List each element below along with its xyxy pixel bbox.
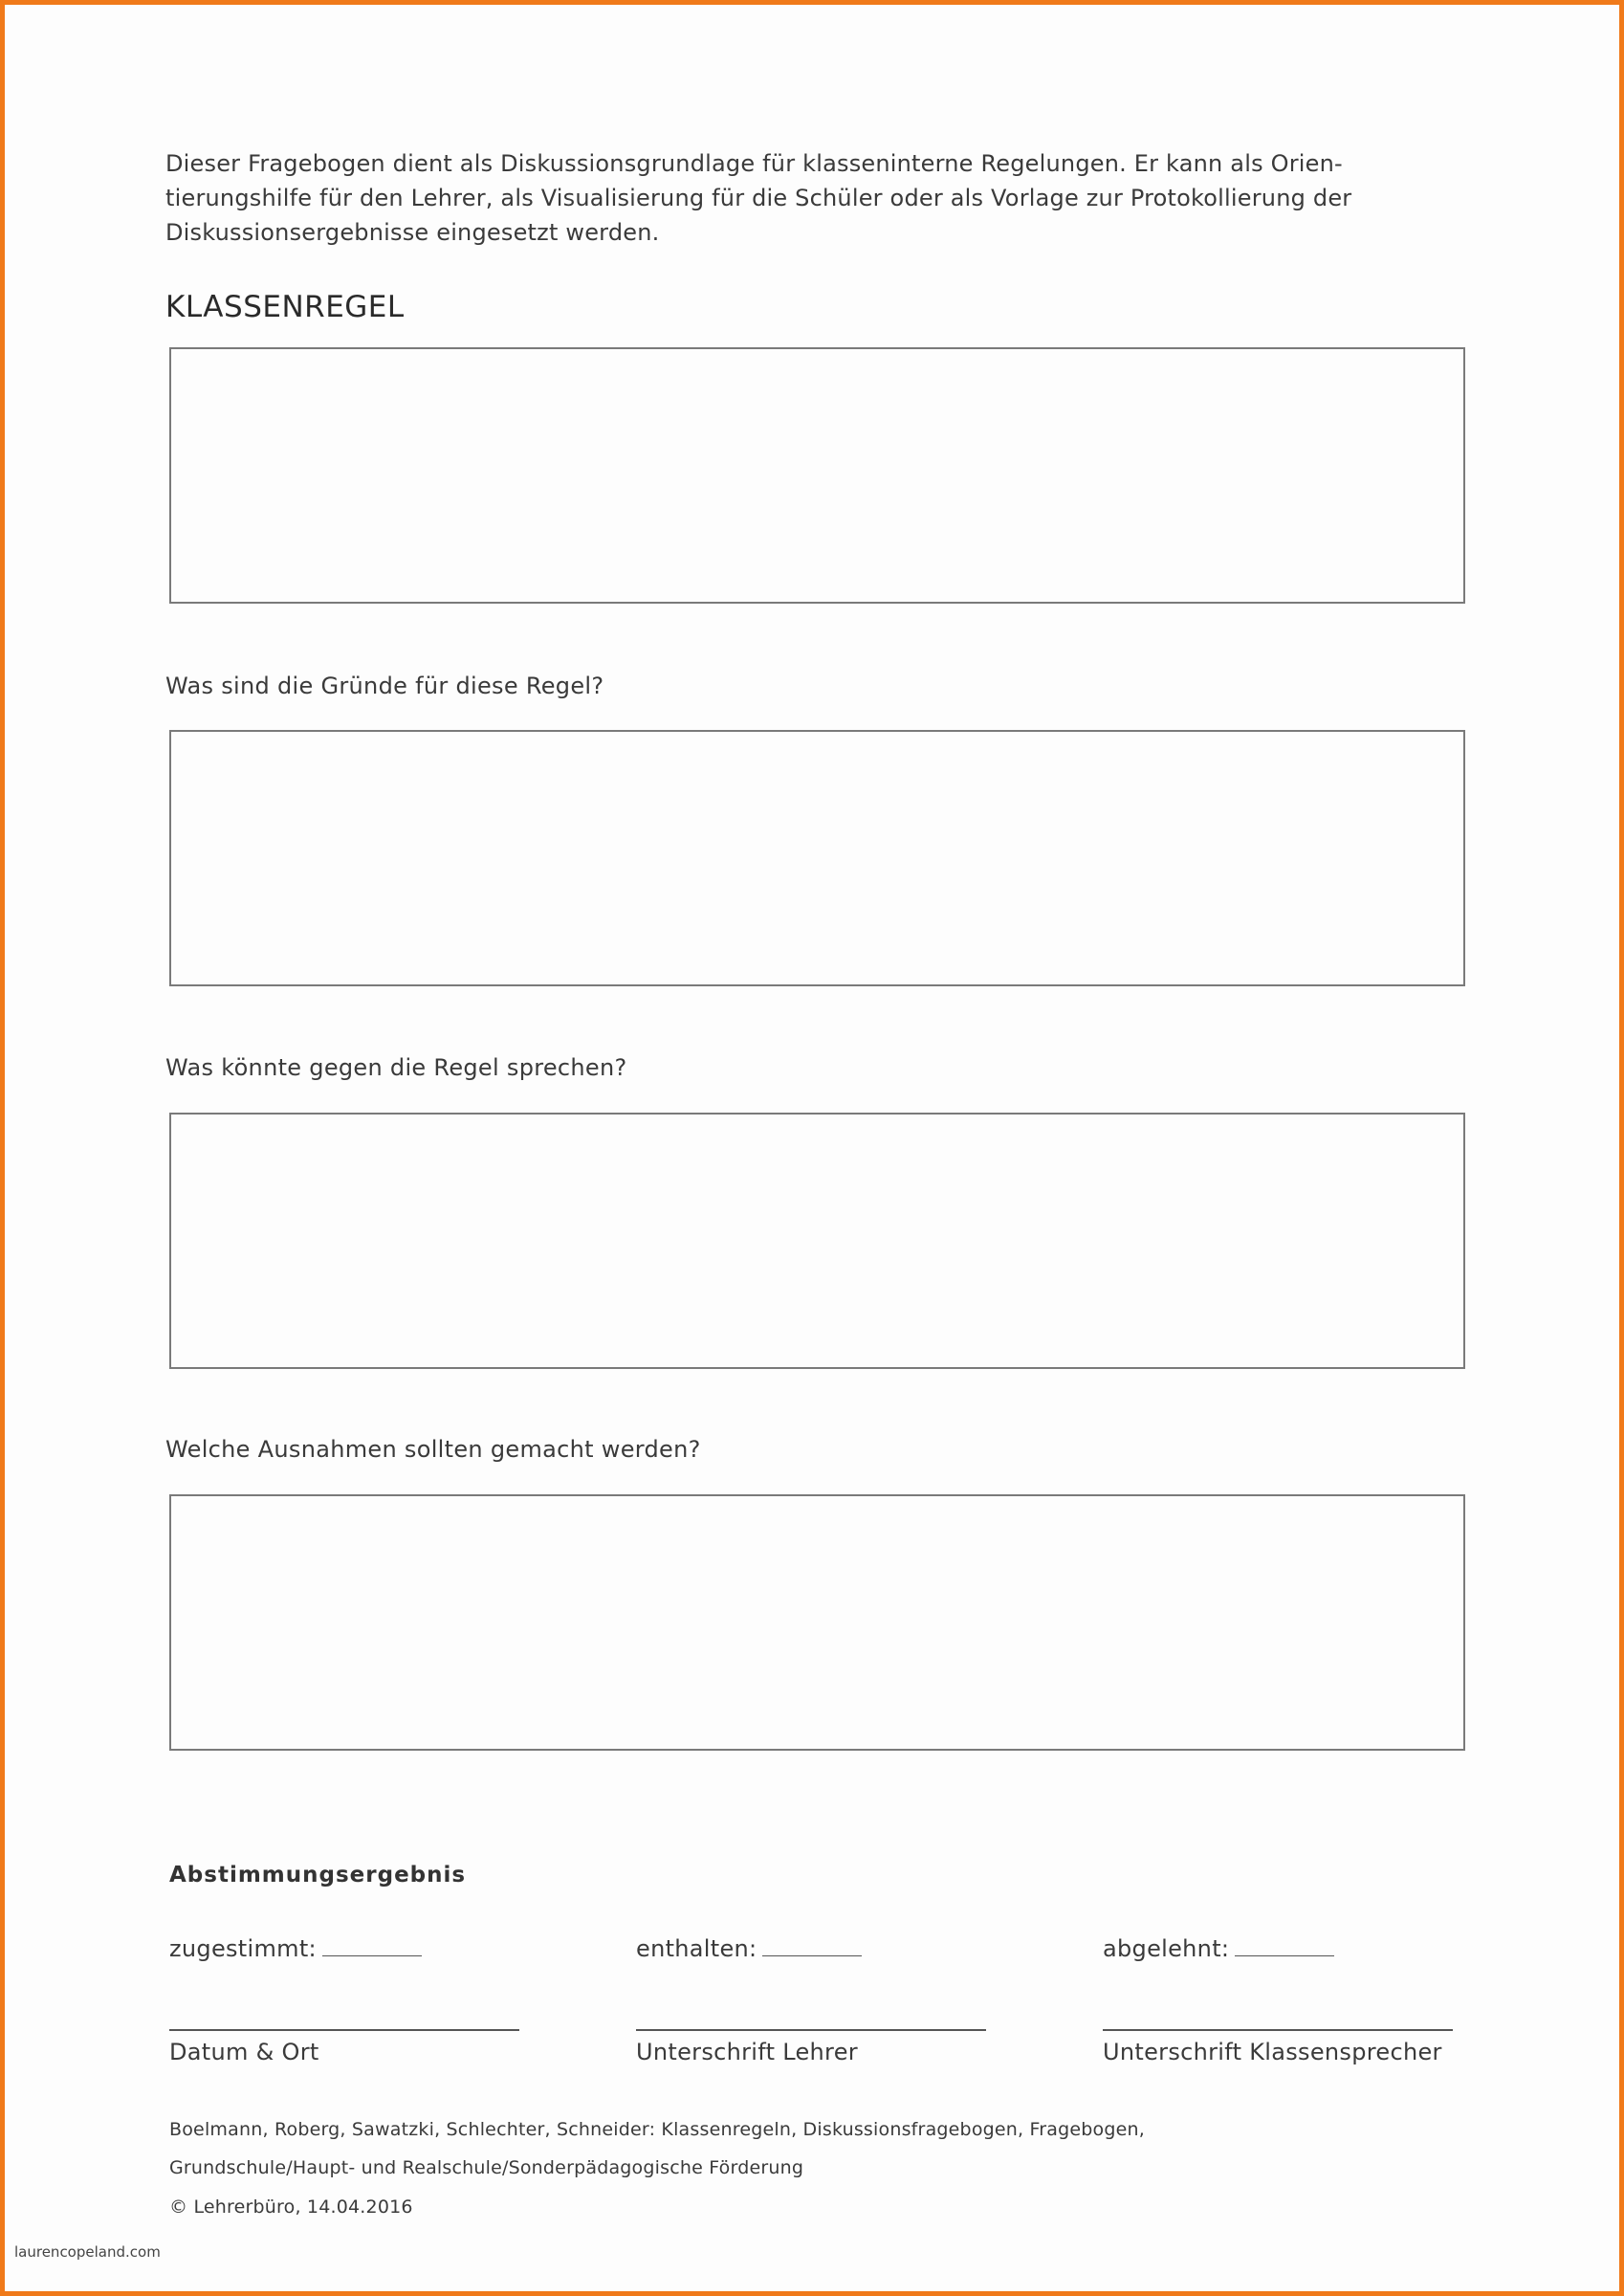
- teacher-signature-label: Unterschrift Lehrer: [636, 2039, 858, 2065]
- reasons-input-box[interactable]: [169, 730, 1465, 986]
- teacher-signature-line[interactable]: [636, 2029, 986, 2031]
- exceptions-input-box[interactable]: [169, 1494, 1465, 1751]
- vote-rejected-label: abgelehnt:: [1103, 1935, 1230, 1962]
- vote-section-title: Abstimmungsergebnis: [169, 1863, 467, 1888]
- class-rep-signature-line[interactable]: [1103, 2029, 1453, 2031]
- footer-school-line: Grundschule/Haupt- und Realschule/Sonderpädagogische Förderung: [169, 2157, 804, 2178]
- intro-line: Dieser Fragebogen dient als Diskussionsgrundlage für klasseninterne Regelungen. Er kann als Orien-: [165, 150, 1343, 177]
- objections-input-box[interactable]: [169, 1113, 1465, 1369]
- vote-rejected-field[interactable]: [1235, 1955, 1334, 1956]
- date-place-line[interactable]: [169, 2029, 519, 2031]
- question-reasons: Was sind die Gründe für diese Regel?: [165, 673, 604, 699]
- vote-approved-field[interactable]: [322, 1955, 422, 1956]
- vote-abstained-label: enthalten:: [636, 1935, 757, 1962]
- question-exceptions: Welche Ausnahmen sollten gemacht werden?: [165, 1436, 701, 1463]
- vote-approved-label: zugestimmt:: [169, 1935, 317, 1962]
- vote-abstained: [636, 1935, 862, 1962]
- intro-line: tierungshilfe für den Lehrer, als Visualisierung für die Schüler oder als Vorlage zur Protokollierung der: [165, 185, 1352, 211]
- vote-abstained-field[interactable]: [762, 1955, 862, 1956]
- watermark-text: laurencopeland.com: [14, 2243, 161, 2261]
- rule-input-box[interactable]: [169, 347, 1465, 604]
- vote-rejected: [1103, 1935, 1334, 1962]
- question-objections: Was könnte gegen die Regel sprechen?: [165, 1054, 627, 1081]
- rule-title: KLASSENREGEL: [165, 290, 405, 324]
- class-rep-signature-label: Unterschrift Klassensprecher: [1103, 2039, 1442, 2065]
- date-place-label: Datum & Ort: [169, 2039, 319, 2065]
- footer-copyright-line: © Lehrerbüro, 14.04.2016: [169, 2197, 413, 2218]
- intro-line: Diskussionsergebnisse eingesetzt werden.: [165, 219, 660, 246]
- footer-credits-line: Boelmann, Roberg, Sawatzki, Schlechter, Schneider: Klassenregeln, Diskussionsfragebogen, Fragebogen,: [169, 2119, 1145, 2140]
- intro-paragraph: [165, 146, 1485, 250]
- vote-approved: [169, 1935, 422, 1962]
